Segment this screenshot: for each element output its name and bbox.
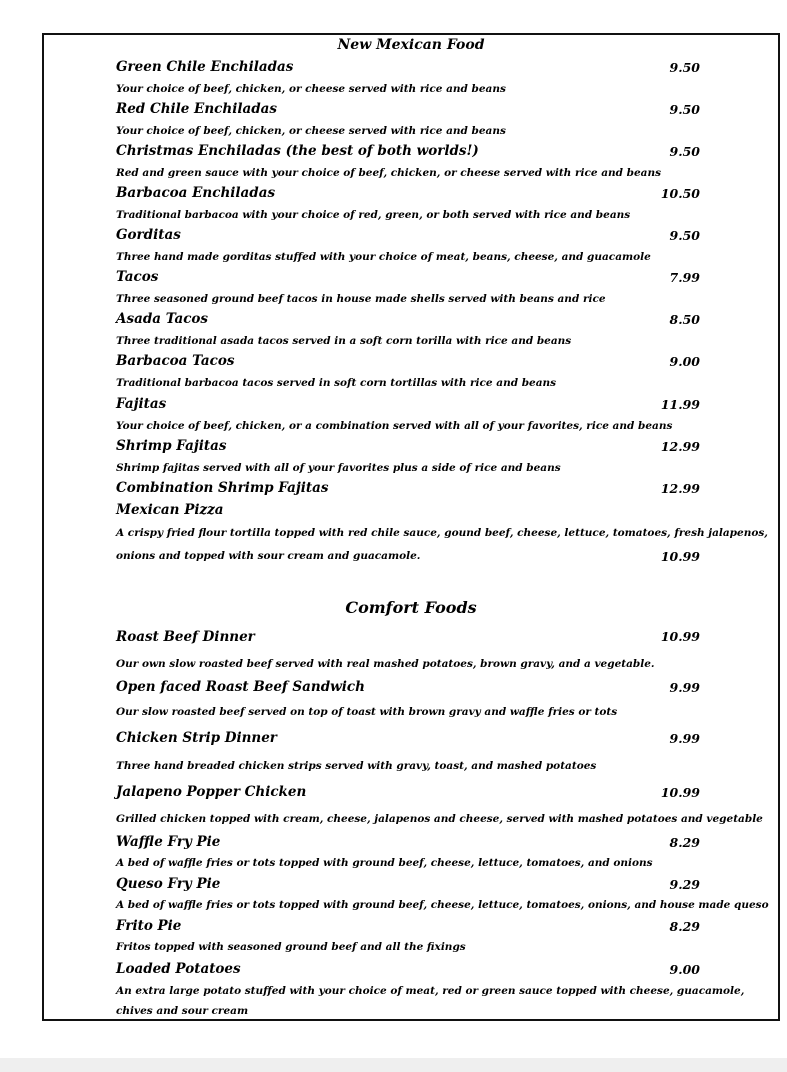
item-description: Traditional barbacoa with your choice of red, green, or both served with rice and beans (116, 209, 631, 221)
item-price: 9.99 (669, 680, 700, 695)
item-description: A bed of waffle fries or tots topped with ground beef, cheese, lettuce, tomatoes, onions, and house made queso (116, 899, 769, 911)
item-description: Your choice of beef, chicken, or a combination served with all of your favorites, rice and beans (116, 420, 673, 432)
item-price: 10.99 (660, 785, 700, 800)
item-price: 9.50 (669, 60, 700, 75)
section-title-new-mexican-food: New Mexican Food (337, 37, 485, 53)
item-name: Gorditas (116, 227, 181, 243)
item-name: Asada Tacos (116, 311, 209, 327)
item-description: Fritos topped with seasoned ground beef and all the fixings (116, 941, 466, 953)
item-price: 9.29 (669, 877, 700, 892)
item-description: A crispy fried flour tortilla topped with red chile sauce, gound beef, cheese, lettuce, tomatoes, fresh jalapenos, (116, 527, 768, 539)
item-price: 10.99 (660, 629, 700, 644)
item-description-continued: chives and sour cream (116, 1005, 249, 1017)
item-description: Three hand breaded chicken strips served with gravy, toast, and mashed potatoes (116, 760, 597, 772)
item-name: Open faced Roast Beef Sandwich (116, 679, 365, 695)
item-description: Your choice of beef, chicken, or cheese served with rice and beans (116, 83, 506, 95)
item-name: Waffle Fry Pie (116, 834, 221, 850)
item-name: Frito Pie (116, 918, 182, 934)
item-price: 7.99 (669, 270, 700, 285)
item-description: Red and green sauce with your choice of beef, chicken, or cheese served with rice and beans (116, 167, 662, 179)
item-name: Christmas Enchiladas (the best of both worlds!) (116, 143, 479, 159)
item-price: 11.99 (660, 397, 700, 412)
item-description-continued: onions and topped with sour cream and guacamole. (116, 550, 421, 562)
item-description: Traditional barbacoa tacos served in soft corn tortillas with rice and beans (116, 377, 557, 389)
item-description: Our slow roasted beef served on top of toast with brown gravy and waffle fries or tots (116, 706, 618, 718)
item-description: Our own slow roasted beef served with real mashed potatoes, brown gravy, and a vegetable. (116, 658, 655, 670)
section-title-comfort-foods: Comfort Foods (345, 598, 477, 617)
item-price: 12.99 (660, 481, 700, 496)
item-price: 9.50 (669, 102, 700, 117)
item-description: A bed of waffle fries or tots topped with ground beef, cheese, lettuce, tomatoes, and onions (116, 857, 653, 869)
item-price: 9.50 (669, 228, 700, 243)
item-name: Queso Fry Pie (116, 876, 221, 892)
item-description: Three hand made gorditas stuffed with your choice of meat, beans, cheese, and guacamole (116, 251, 651, 263)
item-price: 9.50 (669, 144, 700, 159)
item-price: 9.00 (669, 962, 700, 977)
item-name: Mexican Pizza (116, 502, 224, 518)
item-name: Tacos (116, 269, 159, 285)
item-price: 8.29 (669, 919, 700, 934)
item-name: Green Chile Enchiladas (116, 59, 294, 75)
item-name: Barbacoa Tacos (116, 353, 235, 369)
item-name: Jalapeno Popper Chicken (116, 784, 307, 800)
item-price: 8.29 (669, 835, 700, 850)
item-name: Barbacoa Enchiladas (116, 185, 276, 201)
item-price: 10.99 (660, 549, 700, 564)
item-name: Red Chile Enchiladas (116, 101, 277, 117)
item-name: Loaded Potatoes (116, 961, 241, 977)
item-description: An extra large potato stuffed with your choice of meat, red or green sauce topped with cheese, guacamole, (116, 985, 745, 997)
item-name: Roast Beef Dinner (116, 629, 255, 645)
item-description: Grilled chicken topped with cream, cheese, jalapenos and cheese, served with mashed potatoes and vegetable (116, 813, 763, 825)
item-description: Three traditional asada tacos served in a soft corn torilla with rice and beans (116, 335, 572, 347)
menu-frame (42, 33, 780, 1021)
item-description: Your choice of beef, chicken, or cheese served with rice and beans (116, 125, 506, 137)
item-price: 12.99 (660, 439, 700, 454)
item-price: 9.99 (669, 731, 700, 746)
item-name: Fajitas (116, 396, 167, 412)
item-price: 8.50 (669, 312, 700, 327)
item-description: Three seasoned ground beef tacos in house made shells served with beans and rice (116, 293, 606, 305)
item-description: Shrimp fajitas served with all of your favorites plus a side of rice and beans (116, 462, 561, 474)
item-name: Shrimp Fajitas (116, 438, 227, 454)
item-name: Chicken Strip Dinner (116, 730, 277, 746)
item-price: 10.50 (660, 186, 700, 201)
item-price: 9.00 (669, 354, 700, 369)
item-name: Combination Shrimp Fajitas (116, 480, 329, 496)
